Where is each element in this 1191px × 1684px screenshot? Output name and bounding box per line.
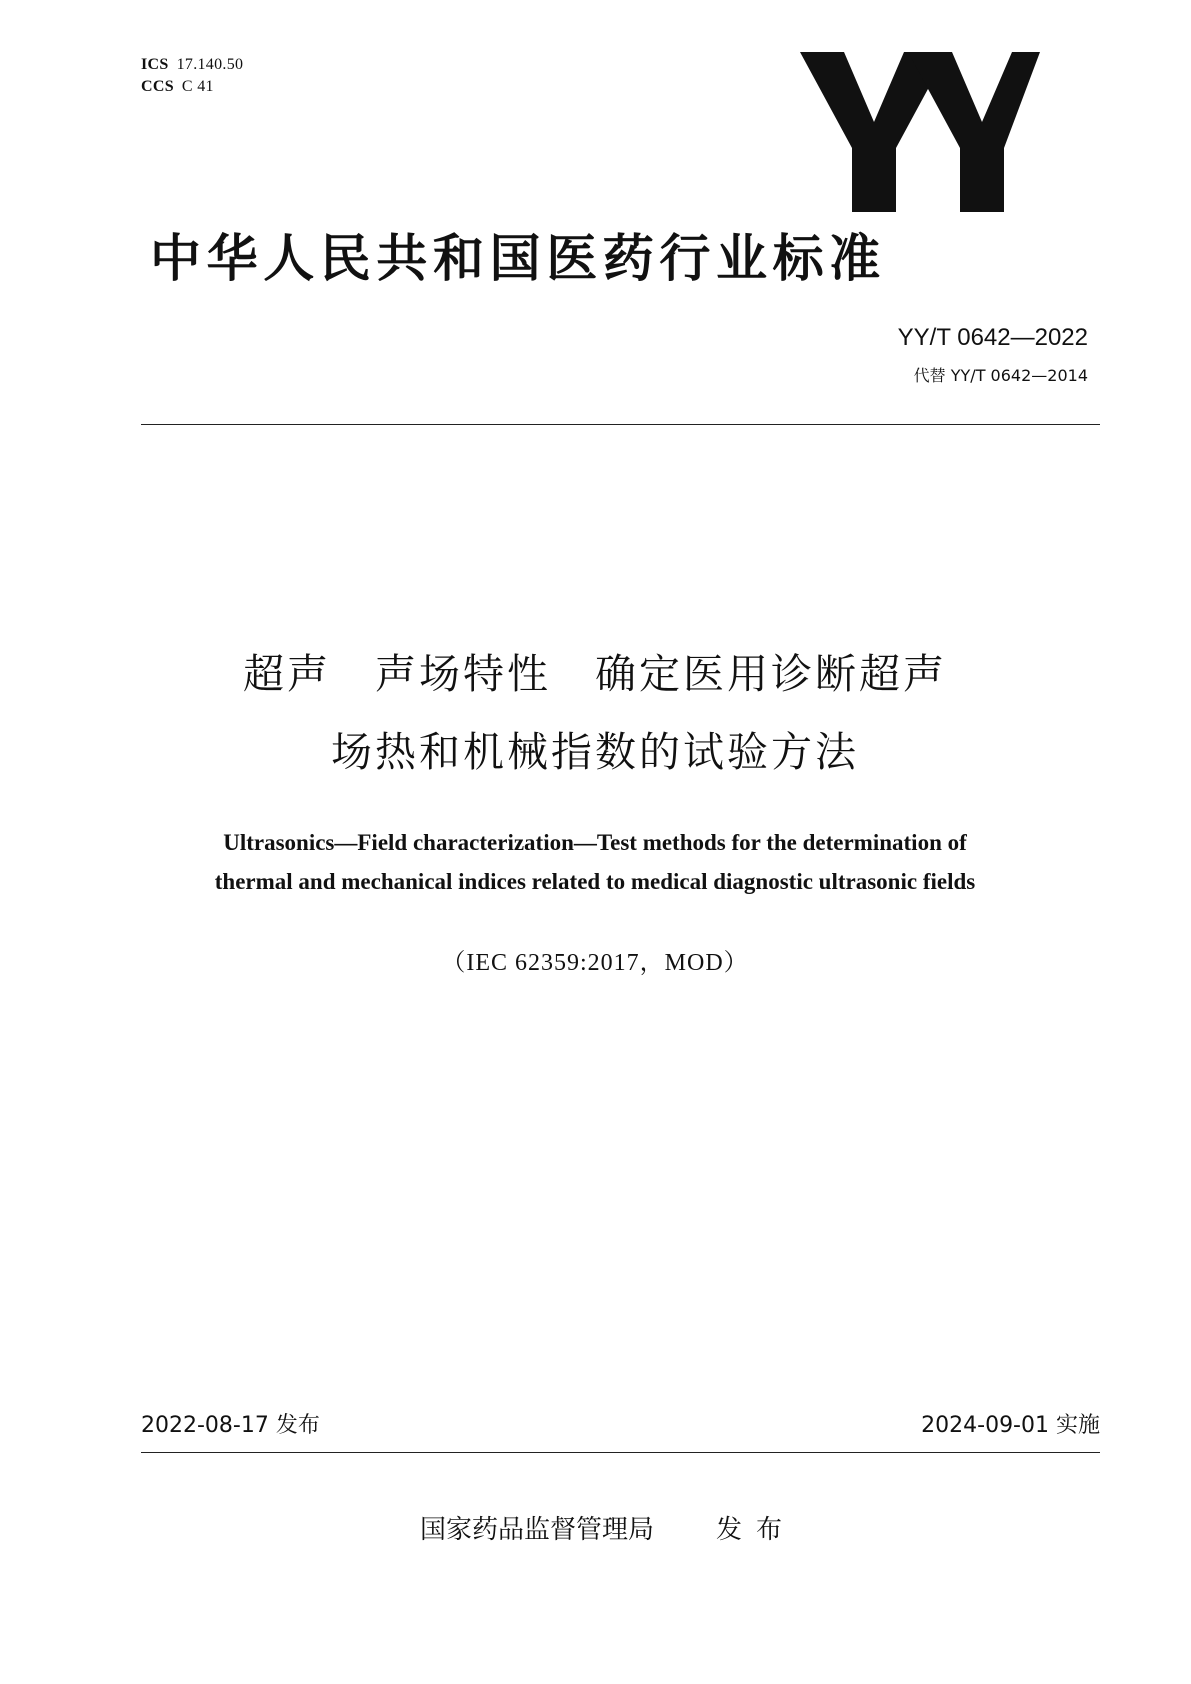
standard-number: YY/T 0642—2022 bbox=[897, 324, 1088, 351]
ccs-label: CCS bbox=[141, 78, 174, 95]
ccs-value: C 41 bbox=[181, 78, 214, 95]
title-cn-line2: 场热和机械指数的试验方法 bbox=[331, 728, 859, 776]
issuer bbox=[420, 1514, 796, 1546]
ics-label: ICS bbox=[141, 56, 169, 73]
title-cn-line1: 超声 声场特性 确定医用诊断超声 bbox=[243, 650, 947, 698]
org-title: 中华人民共和国医药行业标准 bbox=[150, 230, 886, 289]
bottom-divider bbox=[141, 1452, 1100, 1453]
replaces-standard: 代替 YY/T 0642—2014 bbox=[913, 366, 1088, 385]
title-en-line2: thermal and mechanical indices related to medical diagnostic ultrasonic fields bbox=[214, 869, 976, 894]
ics-code bbox=[141, 56, 243, 74]
title-en-line1: Ultrasonics—Field characterization—Test methods for the determination of bbox=[223, 830, 967, 855]
ics-value: 17.140.50 bbox=[176, 56, 244, 73]
implement-date: 2024-09-01 实施 bbox=[921, 1413, 1100, 1438]
issuer-name: 国家药品监督管理局 bbox=[420, 1515, 655, 1545]
yy-logo bbox=[800, 44, 1040, 214]
top-divider bbox=[141, 424, 1100, 425]
publish-date: 2022-08-17 发布 bbox=[141, 1413, 320, 1438]
issuer-action: 发布 bbox=[716, 1515, 797, 1545]
ccs-code bbox=[141, 78, 214, 96]
adoption-note: （IEC 62359:2017，MOD） bbox=[441, 950, 749, 976]
